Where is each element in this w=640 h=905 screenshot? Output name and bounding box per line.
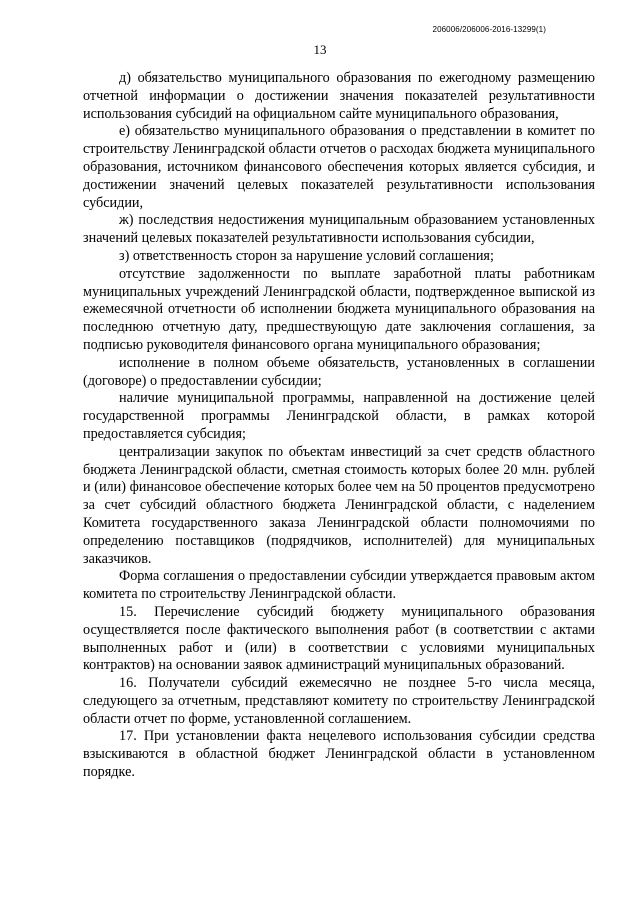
paragraph-16-reporting: 16. Получатели субсидий ежемесячно не позднее 5-го числа месяца, следующего за отчетным, представляют комитету по строительству Ленинградской области отчет по форме, установленной соглашением. xyxy=(83,675,595,727)
paragraph-agreement-form: Форма соглашения о предоставлении субсидии утверждается правовым актом комитета по строительству Ленинградской области. xyxy=(83,568,595,603)
paragraph-municipal-program: наличие муниципальной программы, направленной на достижение целей государственной программы Ленинградской области, в рамках которой предоставляется субсидия; xyxy=(83,390,595,442)
paragraph-17-misuse: 17. При установлении факта нецелевого использования субсидии средства взыскиваются в областной бюджет Ленинградской области в установленном порядке. xyxy=(83,728,595,781)
paragraph-e-expense-reports: е) обязательство муниципального образования о представлении в комитет по строительству Ленинградской области отчетов о расходах бюджета муниципального образования, источником финансового обеспечения которых является субсидия, и достижении значений целевых показателей результативности использования субсидии, xyxy=(83,123,595,211)
paragraph-fulfillment-of-obligations: исполнение в полном объеме обязательств, установленных в соглашении (договоре) о предоставлении субсидии; xyxy=(83,354,595,389)
paragraph-zh-consequences: ж) последствия недостижения муниципальным образованием установленных значений целевых показателей результативности использования субсидии, xyxy=(83,212,595,247)
paragraph-z-responsibility: з) ответственность сторон за нарушение условий соглашения; xyxy=(119,247,494,264)
document-id: 206006/206006-2016-13299(1) xyxy=(432,25,546,34)
paragraph-15-transfer: 15. Перечисление субсидий бюджету муниципального образования осуществляется после фактического выполнения работ (в соответствии с актами выполненных работ и (или) в соответствии с условиями муниципальных контрактов) на основании заявок администраций муниципальных образований. xyxy=(83,603,595,674)
paragraph-procurement-centralization: централизации закупок по объектам инвестиций за счет средств областного бюджета Ленинградской области, сметная стоимость которых более 20 млн. рублей и (или) финансовое обеспечение которых более чем на 50 процентов предусмотрено за счет субсидий областного бюджета Ленинградской области, с наделением Комитета государственного заказа Ленинградской области полномочиями по определению поставщиков (подрядчиков, исполнителей) для муниципальных заказчиков. xyxy=(83,443,595,567)
page-number: 13 xyxy=(313,42,327,57)
paragraph-d-reporting-obligation: д) обязательство муниципального образования по ежегодному размещению отчетной информации о достижении значения показателей результативности использования субсидий на официальном сайте муниципального образования, xyxy=(83,70,595,122)
document-body xyxy=(83,70,595,782)
paragraph-no-wage-debt: отсутствие задолженности по выплате заработной платы работникам муниципальных учреждений Ленинградской области, подтвержденное выпиской из ежемесячной отчетности об исполнении бюджета муниципального образования на последнюю отчетную дату, предшествующую дате заключения соглашения, за подписью руководителя финансового органа муниципального образования; xyxy=(83,265,595,353)
